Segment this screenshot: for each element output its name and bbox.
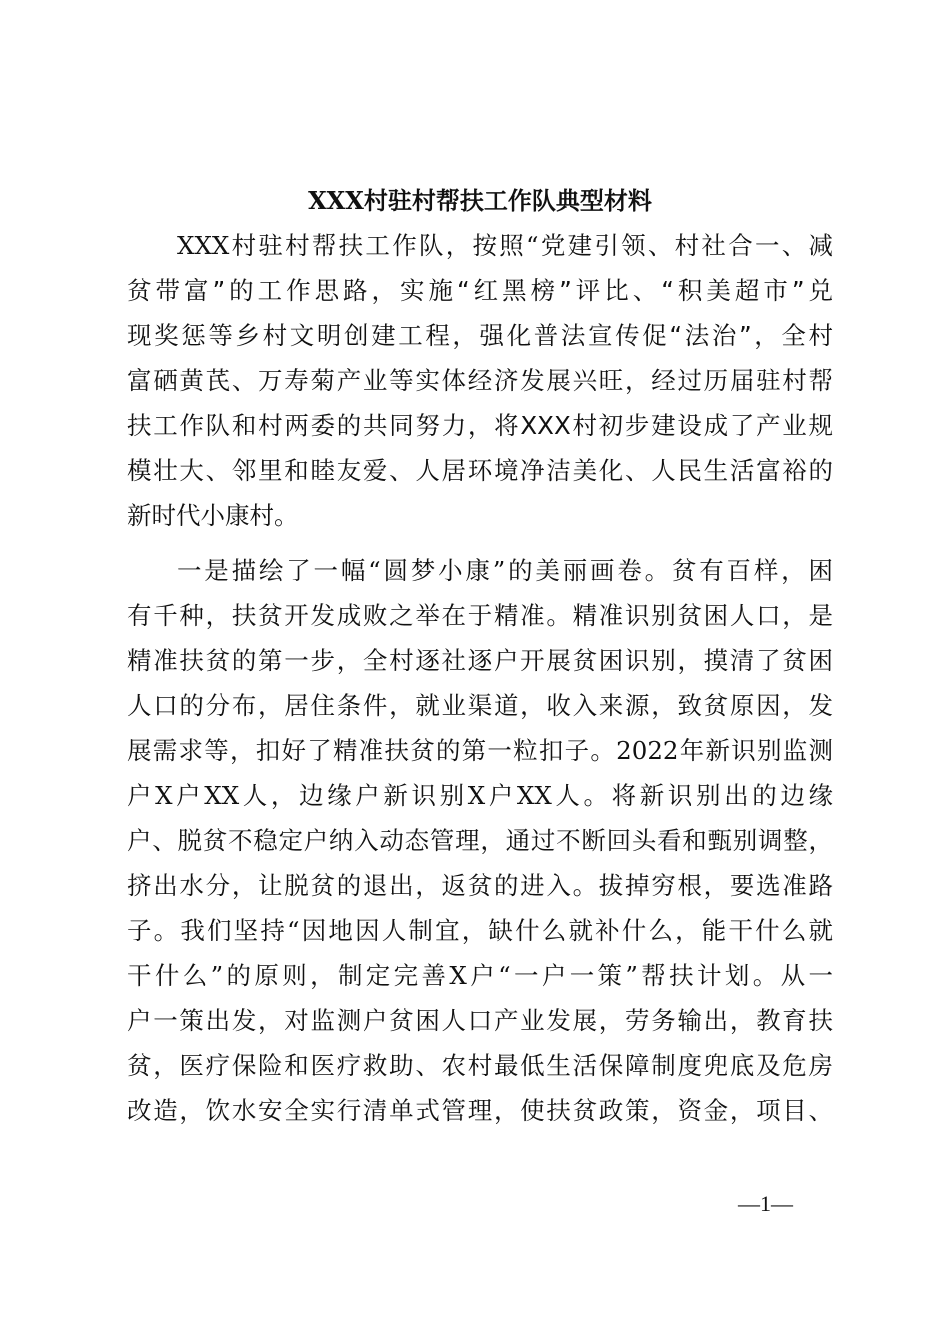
text-line: 子。我们坚持“因地因人制宜，缺什么就补什么，能干什么就	[127, 916, 833, 945]
page-number: —1—	[738, 1191, 793, 1216]
text-line: 人口的分布，居住条件，就业渠道，收入来源，致贫原因，发	[127, 691, 833, 720]
text-line: 一是描绘了一幅“圆梦小康”的美丽画卷。贫有百样，困	[177, 556, 833, 585]
text-line: 干什么”的原则，制定完善X户“一户一策”帮扶计划。从一	[127, 961, 833, 990]
text-line: 富硒黄芪、万寿菊产业等实体经济发展兴旺，经过历届驻村帮	[127, 366, 833, 395]
text-line: 户X户XX人，边缘户新识别X户XX人。将新识别出的边缘	[127, 781, 833, 810]
text-line: 改造，饮水安全实行清单式管理，使扶贫政策，资金，项目、	[127, 1096, 833, 1125]
text-line: 挤出水分，让脱贫的退出，返贫的进入。拔掉穷根，要选准路	[127, 871, 833, 900]
text-line: 贫，医疗保险和医疗救助、农村最低生活保障制度兜底及危房	[127, 1051, 833, 1080]
text-line: 贫带富”的工作思路，实施“红黑榜”评比、“积美超市”兑	[127, 276, 833, 305]
paragraph-intro	[127, 223, 833, 538]
text-line: 扶工作队和村两委的共同努力，将XXX村初步建设成了产业规	[127, 411, 833, 440]
text-line: 户一策出发，对监测户贫困人口产业发展，劳务输出，教育扶	[127, 1006, 833, 1035]
text-line: 新时代小康村。	[127, 501, 299, 530]
text-line: 展需求等，扣好了精准扶贫的第一粒扣子。2022年新识别监测	[127, 736, 833, 765]
paragraph-section-one	[127, 548, 833, 1133]
text-line: 模壮大、邻里和睦友爱、人居环境净洁美化、人民生活富裕的	[127, 456, 833, 485]
document-title: XXX村驻村帮扶工作队典型材料	[308, 186, 652, 215]
text-line: XXX村驻村帮扶工作队，按照“党建引领、村社合一、减	[177, 231, 833, 260]
text-line: 现奖惩等乡村文明创建工程，强化普法宣传促“法治”，全村	[127, 321, 833, 350]
text-line: 有千种，扶贫开发成败之举在于精准。精准识别贫困人口，是	[127, 601, 833, 630]
text-line: 精准扶贫的第一步，全村逐社逐户开展贫困识别，摸清了贫困	[127, 646, 833, 675]
text-line: 户、脱贫不稳定户纳入动态管理，通过不断回头看和甄别调整，	[127, 826, 833, 855]
